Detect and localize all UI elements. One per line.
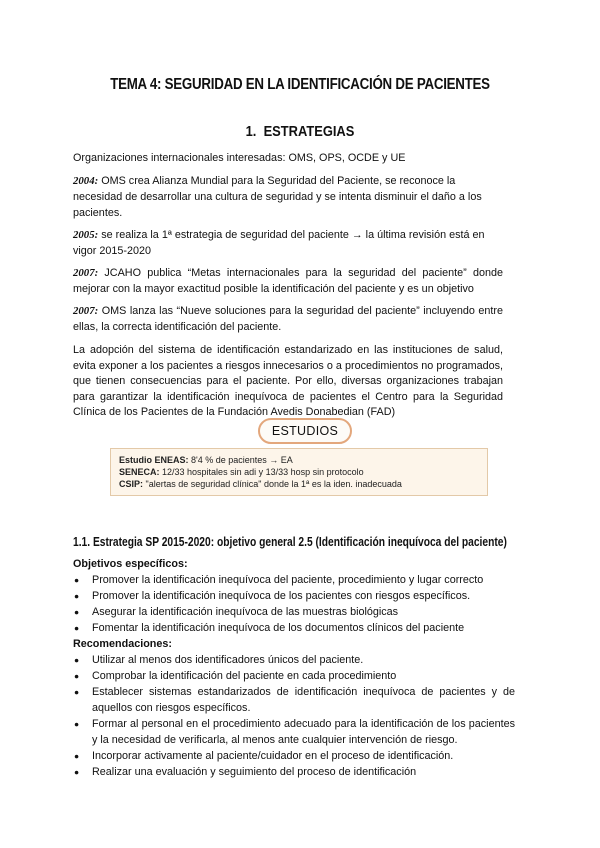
- subsection-heading: 1.1. Estrategia SP 2015-2020: objetivo general 2.5 (Identificación inequívoca del paciente): [73, 535, 507, 549]
- studies-box: [110, 448, 488, 496]
- list-item: ● Incorporar activamente al paciente/cuidador en el proceso de identificación.: [73, 748, 515, 764]
- recommendations-heading: Recomendaciones:: [73, 638, 173, 650]
- event-2007-jcaho: [73, 265, 503, 297]
- list-item: ● Promover la identificación inequívoca de los pacientes con riesgos específicos.: [73, 588, 513, 604]
- studies-row: Estudio ENEAS: 8'4 % de pacientes → EA: [119, 455, 293, 465]
- event-2005: [73, 227, 503, 259]
- event-text: JCAHO publica “Metas internacionales para la seguridad del paciente” donde mejorar con la mayor exactitud posible la identificación del paciente y es un objetivo: [73, 267, 503, 295]
- list-item: ● Establecer sistemas estandarizados de identificación inequívoca de pacientes y de aquellos con riesgos específicos.: [73, 684, 515, 716]
- section-number: 1.: [245, 123, 257, 140]
- list-item: ● Formar al personal en el procedimiento adecuado para la identificación de los pacientes y la necesidad de verificarla, al menos ante cualquier intervención de riesgo.: [73, 716, 515, 748]
- list-item: ● Realizar una evaluación y seguimiento del proceso de identificación: [73, 764, 515, 780]
- document-title: TEMA 4: SEGURIDAD EN LA IDENTIFICACIÓN DE PACIENTES: [110, 76, 490, 93]
- event-text: OMS lanza las “Nueve soluciones para la seguridad del paciente” incluyendo entre ellas, la correcta identificación del paciente.: [73, 305, 503, 333]
- list-item: ● Asegurar la identificación inequívoca de las muestras biológicas: [73, 604, 513, 620]
- adoption-paragraph: La adopción del sistema de identificación estandarizado en las instituciones de salud, evita exponer a los pacientes a riesgos innecesarios o a procedimientos no programados, que tienen consecuencias para el paciente. Por ello, diversas organizaciones trabajan para garantizar la identificación inequívoca de pacientes el Centro para la Seguridad Clínica de los Pacientes de la Fundación Avedis Donabedian (FAD): [73, 344, 503, 418]
- section-heading: [42, 123, 558, 140]
- event-year: 2007:: [73, 305, 99, 317]
- event-2004: [73, 173, 503, 221]
- event-year: 2005:: [73, 229, 99, 241]
- objectives-heading: Objetivos específicos:: [73, 558, 188, 570]
- section-title: ESTRATEGIAS: [263, 123, 355, 140]
- list-item: ● Utilizar al menos dos identificadores únicos del paciente.: [73, 652, 515, 668]
- list-item: ● Comprobar la identificación del paciente en cada procedimiento: [73, 668, 515, 684]
- objectives-list: [73, 572, 513, 636]
- event-text: OMS crea Alianza Mundial para la Seguridad del Paciente, se reconoce la necesidad de desarrollar una cultura de seguridad y se intenta disminuir el daño a los pacientes.: [73, 175, 482, 219]
- event-text: se realiza la 1ª estrategia de seguridad del paciente → la última revisión está en vigor 2015-2020: [73, 229, 485, 257]
- list-item: ● Fomentar la identificación inequívoca de los documentos clínicos del paciente: [73, 620, 513, 636]
- event-2007-oms: [73, 303, 503, 335]
- studies-label: ESTUDIOS: [258, 418, 352, 444]
- list-item: ● Promover la identificación inequívoca del paciente, procedimiento y lugar correcto: [73, 572, 513, 588]
- objectives-block: [73, 556, 513, 636]
- event-year: 2004:: [73, 175, 99, 187]
- recommendations-list: [73, 652, 515, 780]
- studies-row: CSIP: "alertas de seguridad clínica" donde la 1ª es la iden. inadecuada: [119, 479, 402, 489]
- intro-paragraph: Organizaciones internacionales interesadas: OMS, OPS, OCDE y UE: [73, 152, 406, 164]
- studies-row: SENECA: 12/33 hospitales sin adi y 13/33 hosp sin protocolo: [119, 467, 364, 477]
- event-year: 2007:: [73, 267, 99, 279]
- recommendations-block: [73, 636, 515, 780]
